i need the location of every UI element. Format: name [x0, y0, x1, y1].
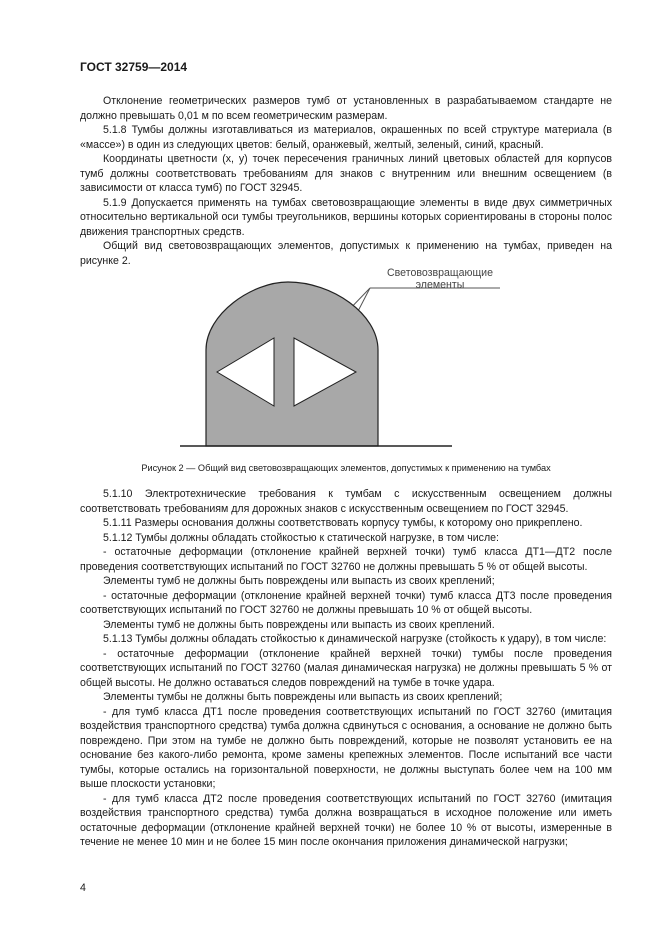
paragraph: 5.1.11 Размеры основания должны соответствовать корпусу тумбы, к которому оно прикреплено. [103, 517, 583, 529]
paragraph: 5.1.10 Электротехнические требования к тумбам с искусственным освещением должны соответствовать требованиям для дорожных знаков с искусственным освещением по ГОСТ 32945. [80, 488, 612, 515]
paragraph: - остаточные деформации (отклонение крайней верхней точки) тумб класса ДТ3 после проведения соответствующих испытаний по ГОСТ 32760 не должны превышать 10 % от общей высоты. [80, 589, 612, 616]
paragraph: - остаточные деформации (отклонение крайней верхней точки) тумб класса ДТ1—ДТ2 после проведения соответствующих испытаний по ГОСТ 32760 не должны превышать 5 % от общей высоты. [80, 546, 612, 573]
paragraph: 5.1.9 Допускается применять на тумбах световозвращающие элементы в виде двух симметричных относительно вертикальной оси тумбы треугольников, вершины которых сориентированы в стороны полос движения транспортных средств. [80, 196, 612, 238]
paragraph: Общий вид световозвращающих элементов, допустимых к применению на тумбах, приведен на рисунке 2. [80, 240, 612, 267]
paragraph: - остаточные деформации (отклонение крайней верхней точки) тумбы после проведения соответствующих испытаний по ГОСТ 32760 (малая динамическая нагрузка) не должны превышать 5 % от общей высоты. Не должно оставаться следов повреждений на тумбе в точке удара. [80, 647, 612, 689]
figure-label: Световозвращающие элементы [387, 267, 493, 291]
text-block-bottom [80, 487, 612, 850]
paragraph: 5.1.8 Тумбы должны изготавливаться из материалов, окрашенных по всей структуре материала (в «массе») в один из следующих цветов: белый, оранжевый, желтый, зеленый, синий, красный. [80, 124, 612, 151]
paragraph: - для тумб класса ДТ1 после проведения соответствующих испытаний по ГОСТ 32760 (имитация воздействия транспортного средства) тумба должна сдвинуться с основания, а основание не должно быть повреждено. При этом на тумбе не должно быть повреждений, которые не позволят установить ее на основание без какого-либо ремонта, кроме замены крепежных элементов. После испытаний все части тумбы, которые остались на горизонтальной поверхности, не должны выступать более чем на 100 мм выше плоскости установки; [80, 705, 612, 790]
document-code: ГОСТ 32759—2014 [80, 60, 188, 74]
figure-caption: Рисунок 2 — Общий вид световозвращающих элементов, допустимых к применению на тумбах [141, 463, 551, 473]
paragraph: Координаты цветности (x, y) точек пересечения граничных линий цветовых областей для корпусов тумб должны соответствовать требованиям для знаков с внутренним или внешним освещением (в зависимости от класса тумб) по ГОСТ 32945. [80, 153, 612, 194]
paragraph: Элементы тумбы не должны быть повреждены или выпасть из своих креплений; [103, 691, 503, 703]
paragraph: 5.1.12 Тумбы должны обладать стойкостью к статической нагрузке, в том числе: [103, 531, 499, 544]
page-number: 4 [80, 882, 86, 894]
bollard-drawing [80, 262, 612, 454]
figure-2 [80, 262, 612, 454]
paragraph: Отклонение геометрических размеров тумб от установленных в разрабатываемом стандарте не должно превышать 0,01 м по всем геометрическим размерам. [80, 95, 612, 122]
paragraph: Элементы тумб не должны быть повреждены или выпасть из своих креплений. [103, 618, 495, 631]
paragraph: Элементы тумб не должны быть повреждены или выпасть из своих креплений; [103, 575, 495, 587]
paragraph: 5.1.13 Тумбы должны обладать стойкостью к динамической нагрузке (стойкость к удару), в том числе: [103, 633, 607, 645]
paragraph: - для тумб класса ДТ2 после проведения соответствующих испытаний по ГОСТ 32760 (имитация воздействия транспортного средства) тумба должна возвращаться в исходное положение или иметь остаточные деформации (отклонение крайней верхней точки) не более 10 % от высоты, измеренные в течение не менее 10 мин и не более 15 мин после окончания приложения динамической нагрузки; [80, 792, 612, 848]
text-block-top [80, 94, 612, 268]
